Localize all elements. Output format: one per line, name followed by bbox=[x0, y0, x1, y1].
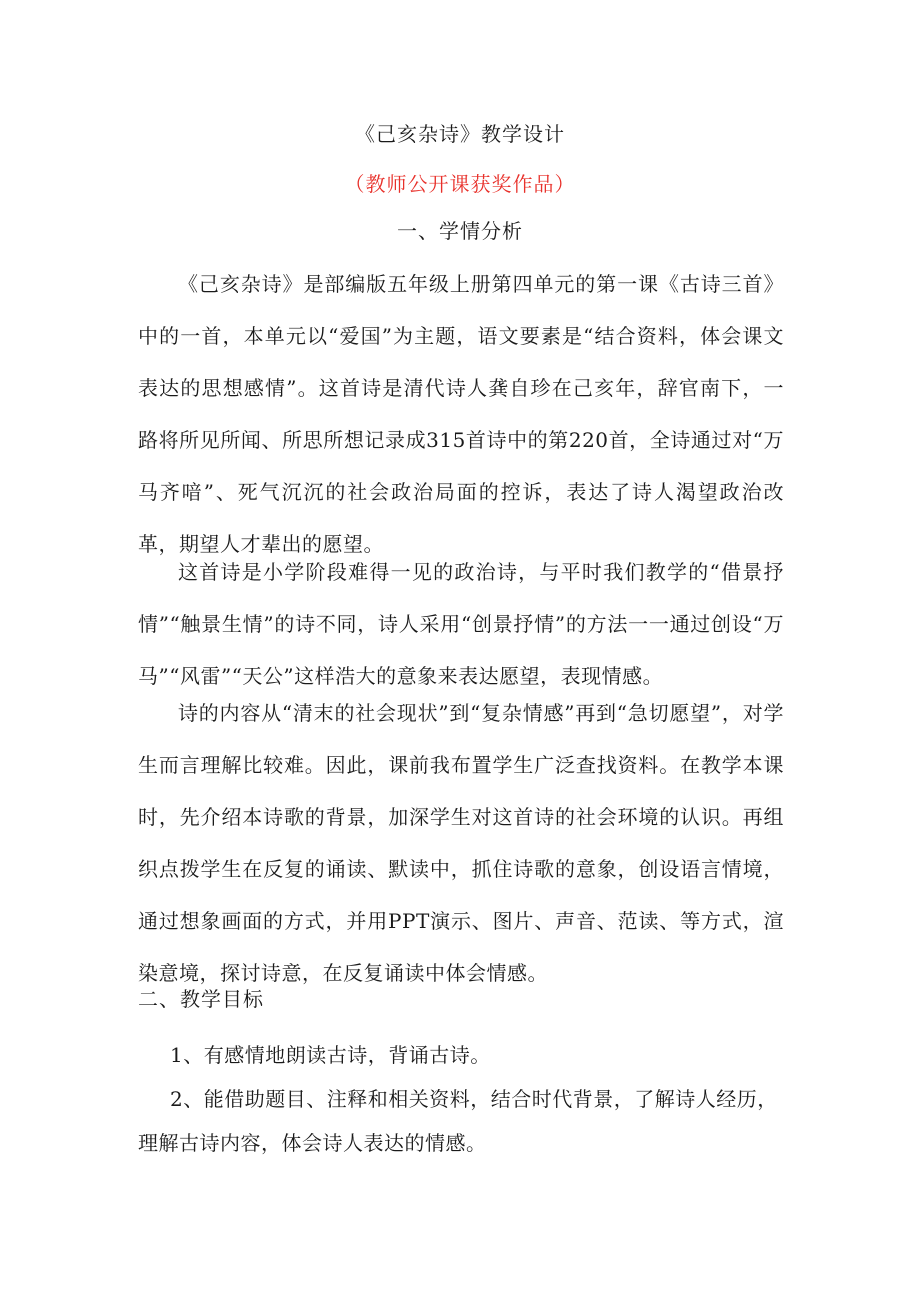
document-subtitle: （教师公开课获奖作品） bbox=[344, 172, 576, 196]
paragraph-2: 这首诗是小学阶段难得一见的政治诗，与平时我们教学的“借景抒情”“触景生情”的诗不同，诗人采用“创景抒情”的方法一一通过创设“万马”“风雷”“天公”这样浩大的意象来表达愿望，表现情感。 bbox=[138, 560, 784, 688]
paragraph-1: 《己亥杂诗》是部编版五年级上册第四单元的第一课《古诗三首》中的一首，本单元以“爱国”为主题，语文要素是“结合资料，体会课文表达的思想感情”。这首诗是清代诗人龚自珍在己亥年，辞官南下，一路将所见所闻、所思所想记录成315首诗中的第220首，全诗通过对“万马齐喑”、死气沉沉的社会政治局面的控诉，表达了诗人渴望政治改革，期望人才辈出的愿望。 bbox=[138, 272, 784, 556]
section-heading-analysis: 一、学情分析 bbox=[397, 219, 523, 243]
goal-item-2: 2、能借助题目、注释和相关资料，结合时代背景，了解诗人经历，理解古诗内容，体会诗人表达的情感。 bbox=[138, 1087, 778, 1155]
document-title: 《己亥杂诗》教学设计 bbox=[355, 122, 565, 146]
section-heading-goals: 二、教学目标 bbox=[138, 987, 264, 1011]
paragraph-3: 诗的内容从“清末的社会现状”到“复杂情感”再到“急切愿望”，对学生而言理解比较难。因此，课前我布置学生广泛查找资料。在教学本课时，先介绍本诗歌的背景，加深学生对这首诗的社会环境的认识。再组织点拨学生在反复的诵读、默读中，抓住诗歌的意象，创设语言情境，通过想象画面的方式，并用PPT演示、图片、声音、范读、等方式，渲染意境，探讨诗意，在反复诵读中体会情感。 bbox=[138, 701, 784, 985]
goal-item-1: 1、有感情地朗读古诗，背诵古诗。 bbox=[170, 1043, 491, 1067]
